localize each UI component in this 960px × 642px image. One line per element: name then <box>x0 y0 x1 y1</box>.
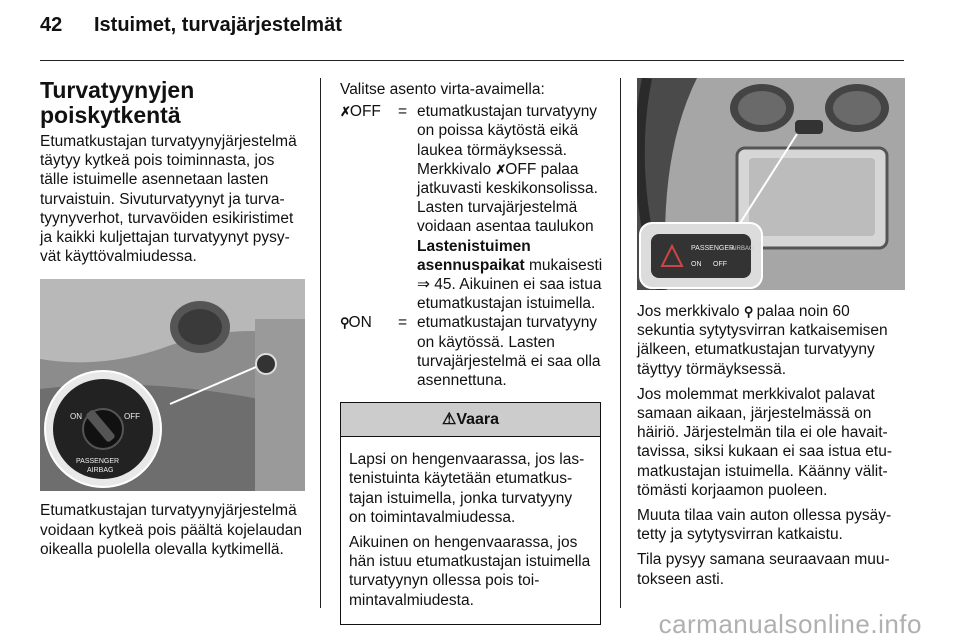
section-heading: Turvatyynyjen poiskytkentä <box>40 77 195 128</box>
c3-p1-b: palaa noin 60 sekuntia sytytysvirran katkaisemisen jälkeen, etumatkustajan turvatyyny täyttyy törmäyksessä. <box>637 303 888 378</box>
c3-paragraph-3: Muuta tilaa vain auton ollessa pysäytetty ja sytytysvirran katkaistu. <box>637 507 892 544</box>
photo2-airbag-label: AIRBAG <box>731 246 754 252</box>
airbag-switch-photo <box>40 279 305 491</box>
c3-p1-a: Jos merkkivalo <box>637 303 744 320</box>
off-definition <box>340 102 605 313</box>
dashboard-indicator-photo <box>637 78 905 290</box>
c3-paragraph-1 <box>637 302 905 379</box>
warning-header <box>341 403 600 437</box>
column-divider-2 <box>620 78 621 608</box>
photo-caption: Etumatkustajan turvatyynyjärjestelmä voidaan kytkeä pois päältä kojelaudan oikealla puolella olevalla kytkimellä. <box>40 502 302 558</box>
photo-off-label: OFF <box>124 412 140 422</box>
off-inline: OFF <box>505 160 537 178</box>
intro-paragraph: Etumatkustajan turvatyynyjärjestelmä täytyy kytkeä pois toiminnasta, jos tälle istuimelle asennetaan lasten turvaistuin. Sivuturvatyynyt ja turvatyynyverhot, turvavöiden esikiristimet ja kaikki kuljettajan turvatyynyt pysyvät käyttövalmiudessa. <box>40 133 297 266</box>
photo-on-label: ON <box>70 412 82 422</box>
table-reference: Lastenistuimen asennuspaikat <box>417 237 531 274</box>
off-text-2: palaa jatkuvasti keskikonsolissa. Lasten turvajärjestelmä voidaan asentaa taulukon <box>417 160 598 236</box>
header-title: Istuimet, turvajärjestelmät <box>94 14 342 36</box>
header-rule <box>40 60 904 61</box>
page-header <box>40 14 342 37</box>
photo2-passenger-label: PASSENGER <box>691 245 735 252</box>
warning-triangle-icon: ⚠ <box>441 411 457 429</box>
column-1 <box>40 68 305 559</box>
photo-passenger-label: PASSENGER <box>76 458 120 466</box>
warning-box <box>340 402 601 625</box>
airbag-off-icon: ✗ <box>340 104 350 120</box>
photo2-off-label: OFF <box>713 261 727 268</box>
off-text-1: etumatkustajan turvatyyny on poissa käytöstä eikä laukea törmäyksessä. Merkkivalo <box>417 103 598 178</box>
off-ref: 45. Aikuinen ei saa istua etumatkustajan istuimella. <box>417 276 602 313</box>
photo-airbag-label: AIRBAG <box>87 467 114 475</box>
page-number: 42 <box>40 14 63 36</box>
photo2-on-label: ON <box>691 261 702 268</box>
warning-paragraph-1: Lapsi on hengenvaarassa, jos lastenistuinta käytetään etumatkustajan istuimella, jonka turvatyyny on toimintavalmiudessa. <box>349 451 585 526</box>
watermark: carmanualsonline.info <box>658 609 922 639</box>
lead-paragraph: Valitse asento virta-avaimella: <box>340 81 545 98</box>
on-definition <box>340 313 605 390</box>
column-2 <box>340 68 605 625</box>
equals-sign: = <box>398 314 408 332</box>
on-key: ON <box>348 314 372 332</box>
c3-paragraph-2: Jos molemmat merkkivalot palavat samaan aikaan, järjestelmässä on häiriö. Järjestelmän tila ei ole havaittavissa, siksi kukaan ei saa istua etumatkustajan istuimella. Käänny välittömästi korjaamon puoleen. <box>637 385 893 499</box>
column-3 <box>637 68 905 595</box>
warning-paragraph-2: Aikuinen on hengenvaarassa, jos hän istuu etumatkustajan istuimella turvatyynyn ollessa pois toimintavalmiudesta. <box>349 534 591 609</box>
airbag-on-icon: ⚲ <box>743 304 753 319</box>
on-text: etumatkustajan turvatyyny on käytössä. Lasten turvajärjestelmä ei saa olla asennettuna. <box>417 314 601 390</box>
off-key: OFF <box>349 103 381 121</box>
c3-paragraph-4: Tila pysyy samana seuraavaan muutokseen asti. <box>637 551 890 588</box>
page-reference-icon: ⇒ <box>417 276 430 294</box>
equals-sign: = <box>398 103 408 121</box>
airbag-on-icon: ⚲ <box>340 315 349 331</box>
off-text-3: mukaisesti <box>524 256 603 274</box>
warning-title: Vaara <box>456 411 500 429</box>
column-divider-1 <box>320 78 321 608</box>
airbag-off-icon: ✗ <box>495 161 506 177</box>
